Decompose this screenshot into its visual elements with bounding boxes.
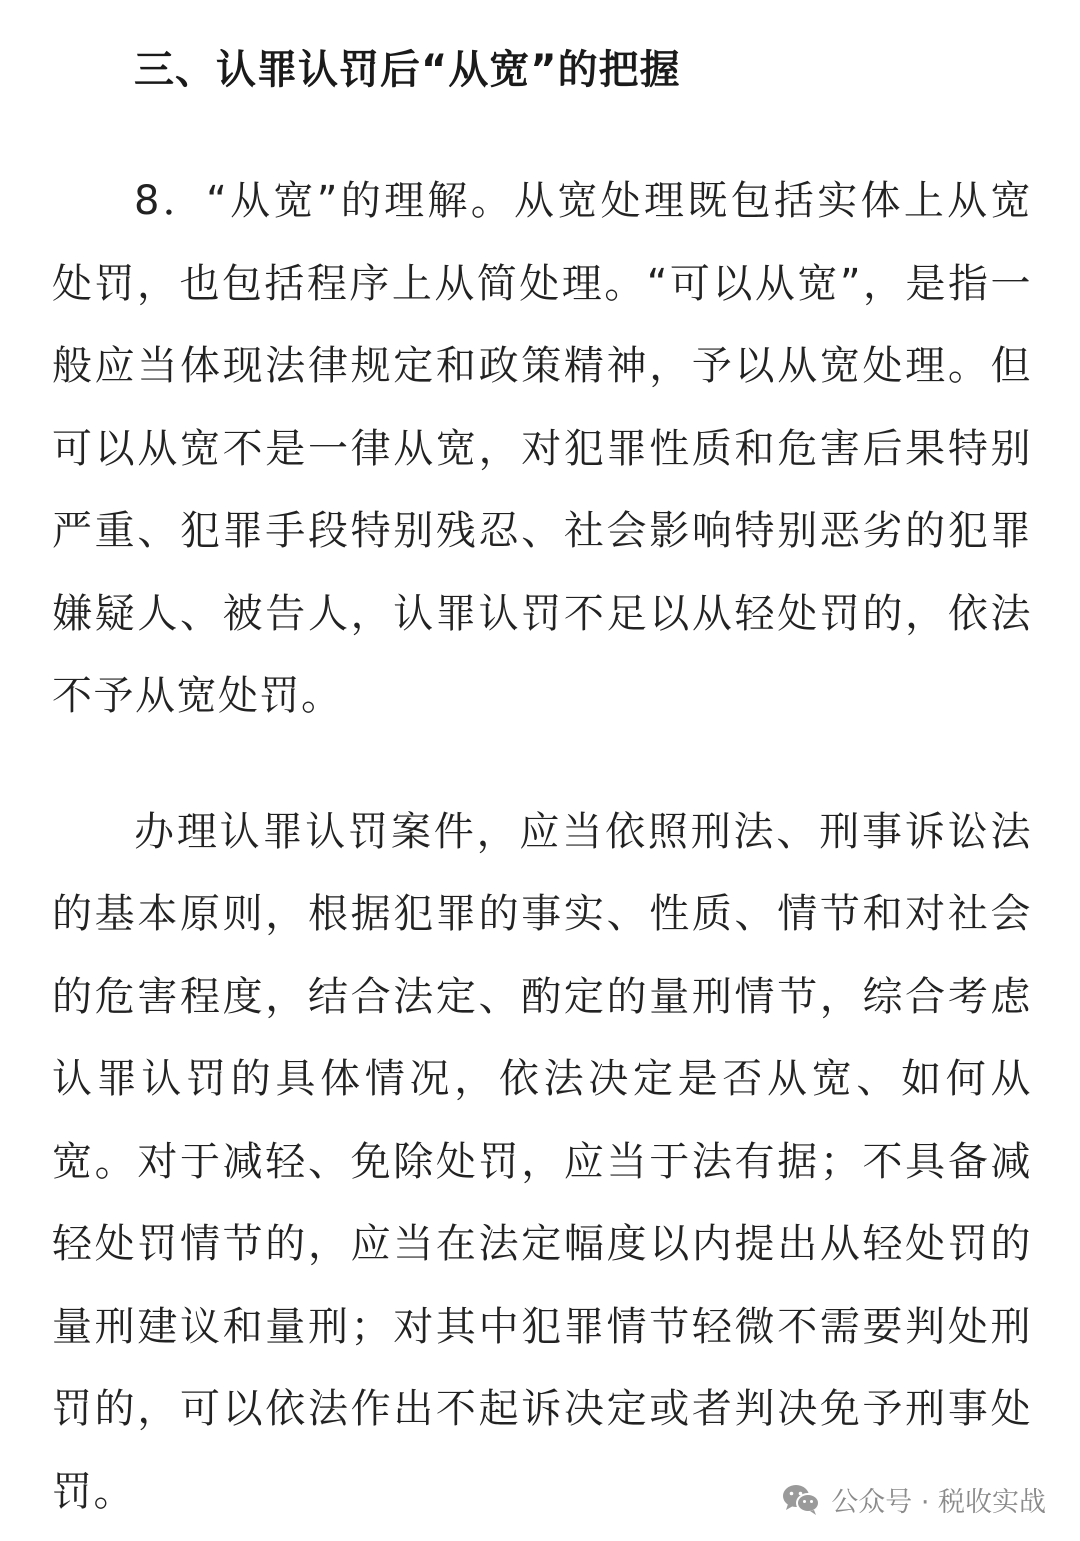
wechat-icon [781,1482,821,1516]
article-body [52,42,1032,1533]
section-heading: 三、认罪认罚后“从宽”的把握 [134,47,681,93]
paragraph-case-handling: 办理认罪认罚案件，应当依照刑法、刑事诉讼法的基本原则，根据犯罪的事实、性质、情节和对社会的危害程度，结合法定、酌定的量刑情节，综合考虑认罪认罚的具体情况，依法决定是否从宽、如何从宽。对于减轻、免除处罚，应当于法有据；不具备减轻处罚情节的，应当在法定幅度以内提出从轻处罚的量刑建议和量刑；对其中犯罪情节轻微不需要判处刑罚的，可以依法作出不起诉决定或者判决免予刑事处罚。 [52,808,1032,1515]
paragraph-leniency-understanding: 8．“从宽”的理解。从宽处理既包括实体上从宽处罚，也包括程序上从简处理。“可以从宽”，是指一般应当体现法律规定和政策精神，予以从宽处理。但可以从宽不是一律从宽，对犯罪性质和危害后果特别严重、犯罪手段特别残忍、社会影响特别恶劣的犯罪嫌疑人、被告人，认罪认罚不足以从轻处罚的，依法不予从宽处罚。 [52,178,1032,719]
watermark-text: 公众号 · 税收实战 [831,1486,1046,1518]
watermark [781,1477,1046,1521]
